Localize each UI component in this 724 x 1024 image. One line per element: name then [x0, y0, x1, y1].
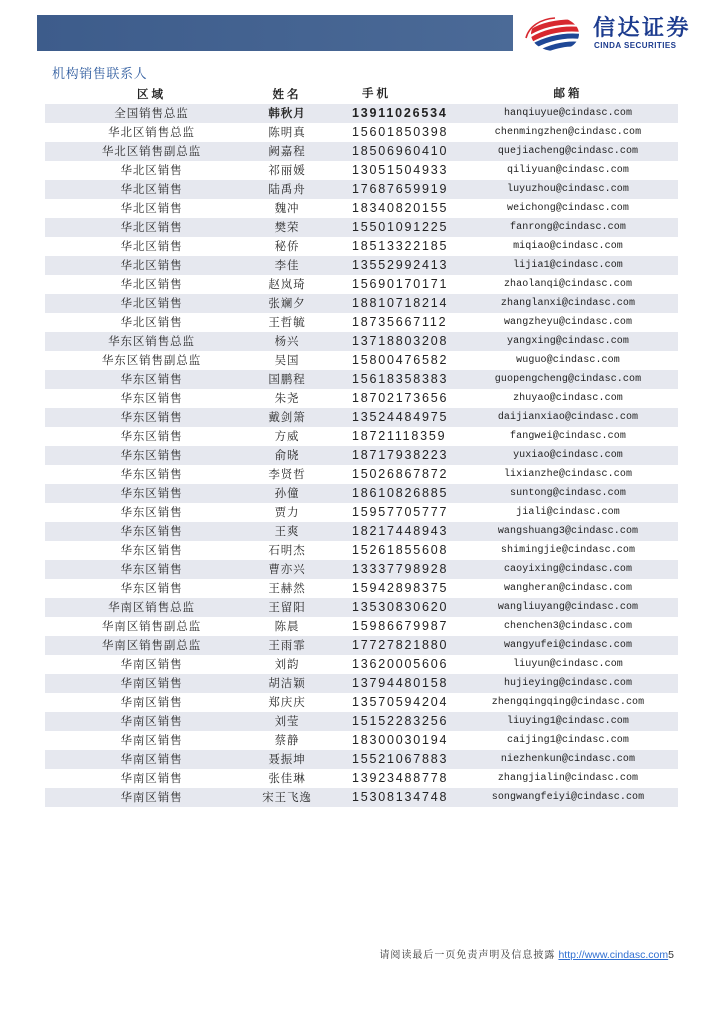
- region-cell: 华北区销售: [120, 258, 183, 272]
- name-cell: 李佳: [274, 258, 300, 272]
- region-cell: 华东区销售: [120, 524, 183, 538]
- email-cell: shimingjie@cindasc.com: [500, 545, 636, 556]
- brand-name-cn: 信达证券: [593, 16, 692, 41]
- name-cell: 祁丽媛: [268, 163, 306, 177]
- contacts-table-body: [45, 104, 678, 807]
- name-cell: 吴国: [274, 353, 300, 367]
- table-row: [45, 541, 678, 560]
- column-header-email: 邮箱: [553, 88, 583, 101]
- table-row: [45, 636, 678, 655]
- region-cell: 华南区销售总监: [108, 600, 195, 614]
- region-cell: 华东区销售: [120, 486, 183, 500]
- name-cell: 秘侨: [274, 239, 300, 253]
- table-row: [45, 275, 678, 294]
- table-row: [45, 503, 678, 522]
- name-cell: 孙僮: [274, 486, 300, 500]
- region-cell: 华北区销售: [120, 239, 183, 253]
- table-row: [45, 199, 678, 218]
- phone-cell: 13923488778: [352, 771, 449, 785]
- region-cell: 华南区销售: [120, 771, 183, 785]
- phone-cell: 15261855608: [352, 543, 449, 557]
- region-cell: 华北区销售: [120, 315, 183, 329]
- email-cell: quejiacheng@cindasc.com: [497, 146, 639, 157]
- table-row: [45, 237, 678, 256]
- region-cell: 华南区销售: [120, 733, 183, 747]
- name-cell: 王留阳: [268, 600, 306, 614]
- table-row: [45, 332, 678, 351]
- phone-cell: 13911026534: [352, 106, 448, 120]
- table-row: [45, 294, 678, 313]
- name-cell: 贾力: [274, 505, 300, 519]
- phone-cell: 15501091225: [352, 220, 449, 234]
- phone-cell: 15942898375: [352, 581, 449, 595]
- phone-cell: 18506960410: [352, 144, 449, 158]
- table-row: [45, 769, 678, 788]
- phone-cell: 17727821880: [352, 638, 449, 652]
- region-cell: 华南区销售副总监: [101, 619, 202, 633]
- name-cell: 杨兴: [274, 334, 300, 348]
- email-cell: wangheran@cindasc.com: [503, 583, 633, 594]
- table-row: [45, 674, 678, 693]
- name-cell: 郑庆庆: [268, 695, 306, 709]
- phone-cell: 13524484975: [352, 410, 449, 424]
- email-cell: niezhenkun@cindasc.com: [500, 754, 636, 765]
- name-cell: 阙嘉程: [268, 144, 306, 158]
- column-header-phone: 手机: [362, 88, 391, 100]
- phone-cell: 13051504933: [352, 163, 449, 177]
- phone-cell: 15601850398: [352, 125, 449, 139]
- email-cell: liuyun@cindasc.com: [513, 659, 623, 670]
- region-cell: 华北区销售副总监: [101, 144, 202, 158]
- cinda-logo-icon: [525, 16, 581, 52]
- region-cell: 华北区销售: [120, 201, 183, 215]
- name-cell: 刘韵: [274, 657, 300, 671]
- table-row: [45, 598, 678, 617]
- phone-cell: 13570594204: [352, 695, 449, 709]
- name-cell: 李贤哲: [268, 467, 306, 481]
- table-row: [45, 161, 678, 180]
- table-row: [45, 123, 678, 142]
- column-header-region: 区域: [137, 87, 166, 101]
- region-cell: 华东区销售总监: [108, 334, 195, 348]
- name-cell: 朱尧: [274, 391, 300, 405]
- page-footer: [379, 948, 674, 963]
- contacts-table: [45, 85, 678, 807]
- name-cell: 国鹏程: [268, 372, 306, 386]
- email-cell: caoyixing@cindasc.com: [503, 564, 633, 575]
- table-row: [45, 560, 678, 579]
- email-cell: wangzheyu@cindasc.com: [503, 317, 633, 328]
- region-cell: 华东区销售: [120, 372, 183, 386]
- region-cell: 华南区销售: [120, 657, 183, 671]
- email-cell: miqiao@cindasc.com: [513, 241, 623, 252]
- region-cell: 华东区销售: [120, 429, 183, 443]
- email-cell: zhanglanxi@cindasc.com: [500, 298, 636, 309]
- name-cell: 俞晓: [274, 448, 300, 462]
- region-cell: 华南区销售: [120, 676, 183, 690]
- region-cell: 华东区销售: [120, 410, 183, 424]
- phone-cell: 15308134748: [352, 790, 449, 804]
- table-row: [45, 218, 678, 237]
- email-cell: wangliuyang@cindasc.com: [497, 602, 639, 613]
- email-cell: lijia1@cindasc.com: [513, 260, 623, 271]
- table-row: [45, 389, 678, 408]
- name-cell: 韩秋月: [268, 106, 306, 120]
- table-row: [45, 427, 678, 446]
- region-cell: 华南区销售: [120, 752, 183, 766]
- page-number: 5: [668, 949, 674, 961]
- table-row: [45, 731, 678, 750]
- email-cell: zhuyao@cindasc.com: [513, 393, 623, 404]
- table-row: [45, 465, 678, 484]
- phone-cell: 15026867872: [352, 467, 449, 481]
- phone-cell: 13620005606: [352, 657, 449, 671]
- email-cell: caijing1@cindasc.com: [506, 735, 630, 746]
- phone-cell: 13337798928: [352, 562, 449, 576]
- section-title: 机构销售联系人: [52, 67, 148, 82]
- header-banner: [37, 15, 513, 51]
- table-row: [45, 104, 678, 123]
- email-cell: guopengcheng@cindasc.com: [494, 374, 642, 385]
- website-link[interactable]: http://www.cindasc.com: [558, 949, 669, 961]
- email-cell: zhaolanqi@cindasc.com: [503, 279, 633, 290]
- name-cell: 王哲毓: [268, 315, 306, 329]
- region-cell: 华东区销售: [120, 391, 183, 405]
- name-cell: 聂振坤: [268, 752, 306, 766]
- name-cell: 石明杰: [268, 543, 306, 557]
- email-cell: daijianxiao@cindasc.com: [497, 412, 639, 423]
- email-cell: lixianzhe@cindasc.com: [503, 469, 633, 480]
- phone-cell: 18217448943: [352, 524, 449, 538]
- region-cell: 华东区销售: [120, 562, 183, 576]
- phone-cell: 15800476582: [352, 353, 449, 367]
- phone-cell: 18610826885: [352, 486, 449, 500]
- phone-cell: 18300030194: [352, 733, 449, 747]
- table-row: [45, 370, 678, 389]
- name-cell: 魏冲: [274, 201, 300, 215]
- table-row: [45, 408, 678, 427]
- disclaimer-text: 请阅读最后一页免责声明及信息披露: [379, 950, 556, 961]
- email-cell: fanrong@cindasc.com: [510, 222, 626, 233]
- phone-cell: 18717938223: [352, 448, 449, 462]
- name-cell: 张斓夕: [268, 296, 306, 310]
- region-cell: 华东区销售: [120, 505, 183, 519]
- region-cell: 华东区销售: [120, 467, 183, 481]
- name-cell: 王雨霏: [268, 638, 306, 652]
- table-row: [45, 180, 678, 199]
- phone-cell: 15521067883: [352, 752, 449, 766]
- phone-cell: 18810718214: [352, 296, 449, 310]
- email-cell: liuying1@cindasc.com: [506, 716, 630, 727]
- email-cell: luyuzhou@cindasc.com: [506, 184, 630, 195]
- name-cell: 王赫然: [268, 581, 306, 595]
- region-cell: 华北区销售总监: [108, 125, 195, 139]
- phone-cell: 15690170171: [352, 277, 449, 291]
- table-row: [45, 484, 678, 503]
- table-row: [45, 446, 678, 465]
- email-cell: fangwei@cindasc.com: [510, 431, 626, 442]
- brand-name-en: CINDA SECURITIES: [594, 41, 677, 50]
- name-cell: 陈明真: [268, 125, 306, 139]
- name-cell: 樊荣: [274, 220, 300, 234]
- name-cell: 张佳琳: [268, 771, 306, 785]
- name-cell: 宋王飞逸: [262, 790, 312, 804]
- column-header-name: 姓名: [272, 87, 302, 101]
- region-cell: 华北区销售: [120, 182, 183, 196]
- email-cell: yangxing@cindasc.com: [506, 336, 630, 347]
- region-cell: 华北区销售: [120, 296, 183, 310]
- email-cell: jiali@cindasc.com: [516, 507, 620, 518]
- email-cell: hujieying@cindasc.com: [503, 678, 633, 689]
- email-cell: weichong@cindasc.com: [506, 203, 630, 214]
- email-cell: yuxiao@cindasc.com: [513, 450, 623, 461]
- phone-cell: 15618358383: [352, 372, 449, 386]
- email-cell: wangshuang3@cindasc.com: [497, 526, 639, 537]
- phone-cell: 13552992413: [352, 258, 449, 272]
- phone-cell: 17687659919: [352, 182, 449, 196]
- table-row: [45, 142, 678, 161]
- email-cell: chenmingzhen@cindasc.com: [494, 127, 642, 138]
- email-cell: zhangjialin@cindasc.com: [497, 773, 639, 784]
- region-cell: 华东区销售: [120, 581, 183, 595]
- name-cell: 戴剑箫: [268, 410, 306, 424]
- table-header-row: [45, 85, 678, 104]
- name-cell: 王爽: [274, 524, 300, 538]
- name-cell: 陆禹舟: [268, 182, 306, 196]
- phone-cell: 13530830620: [352, 600, 449, 614]
- name-cell: 陈晨: [274, 619, 300, 633]
- table-row: [45, 256, 678, 275]
- region-cell: 华北区销售: [120, 220, 183, 234]
- table-row: [45, 313, 678, 332]
- table-row: [45, 522, 678, 541]
- email-cell: wangyufei@cindasc.com: [503, 640, 633, 651]
- region-cell: 华东区销售: [120, 543, 183, 557]
- phone-cell: 18513322185: [352, 239, 449, 253]
- table-row: [45, 750, 678, 769]
- phone-cell: 18340820155: [352, 201, 449, 215]
- name-cell: 曹亦兴: [268, 562, 306, 576]
- email-cell: suntong@cindasc.com: [510, 488, 626, 499]
- email-cell: songwangfeiyi@cindasc.com: [491, 792, 645, 803]
- email-cell: hanqiuyue@cindasc.com: [503, 108, 633, 119]
- region-cell: 华北区销售: [120, 163, 183, 177]
- name-cell: 刘莹: [274, 714, 300, 728]
- email-cell: wuguo@cindasc.com: [516, 355, 620, 366]
- phone-cell: 15957705777: [352, 505, 449, 519]
- table-row: [45, 693, 678, 712]
- name-cell: 赵岚琦: [268, 277, 306, 291]
- phone-cell: 15152283256: [352, 714, 449, 728]
- region-cell: 华南区销售: [120, 714, 183, 728]
- region-cell: 华南区销售: [120, 790, 183, 804]
- phone-cell: 13794480158: [352, 676, 449, 690]
- table-row: [45, 712, 678, 731]
- phone-cell: 13718803208: [352, 334, 449, 348]
- email-cell: zhengqingqing@cindasc.com: [491, 697, 645, 708]
- phone-cell: 18721118359: [352, 429, 447, 443]
- email-cell: qiliyuan@cindasc.com: [506, 165, 630, 176]
- name-cell: 方威: [274, 429, 300, 443]
- region-cell: 华南区销售: [120, 695, 183, 709]
- email-cell: chenchen3@cindasc.com: [503, 621, 633, 632]
- region-cell: 华南区销售副总监: [101, 638, 202, 652]
- table-row: [45, 655, 678, 674]
- region-cell: 华东区销售: [120, 448, 183, 462]
- phone-cell: 18735667112: [352, 315, 448, 329]
- table-row: [45, 351, 678, 370]
- region-cell: 全国销售总监: [114, 106, 189, 120]
- phone-cell: 18702173656: [352, 391, 449, 405]
- region-cell: 华东区销售副总监: [101, 353, 202, 367]
- phone-cell: 15986679987: [352, 619, 449, 633]
- table-row: [45, 579, 678, 598]
- table-row: [45, 617, 678, 636]
- name-cell: 蔡静: [274, 733, 300, 747]
- region-cell: 华北区销售: [120, 277, 183, 291]
- table-row: [45, 788, 678, 807]
- name-cell: 胡洁颖: [268, 676, 306, 690]
